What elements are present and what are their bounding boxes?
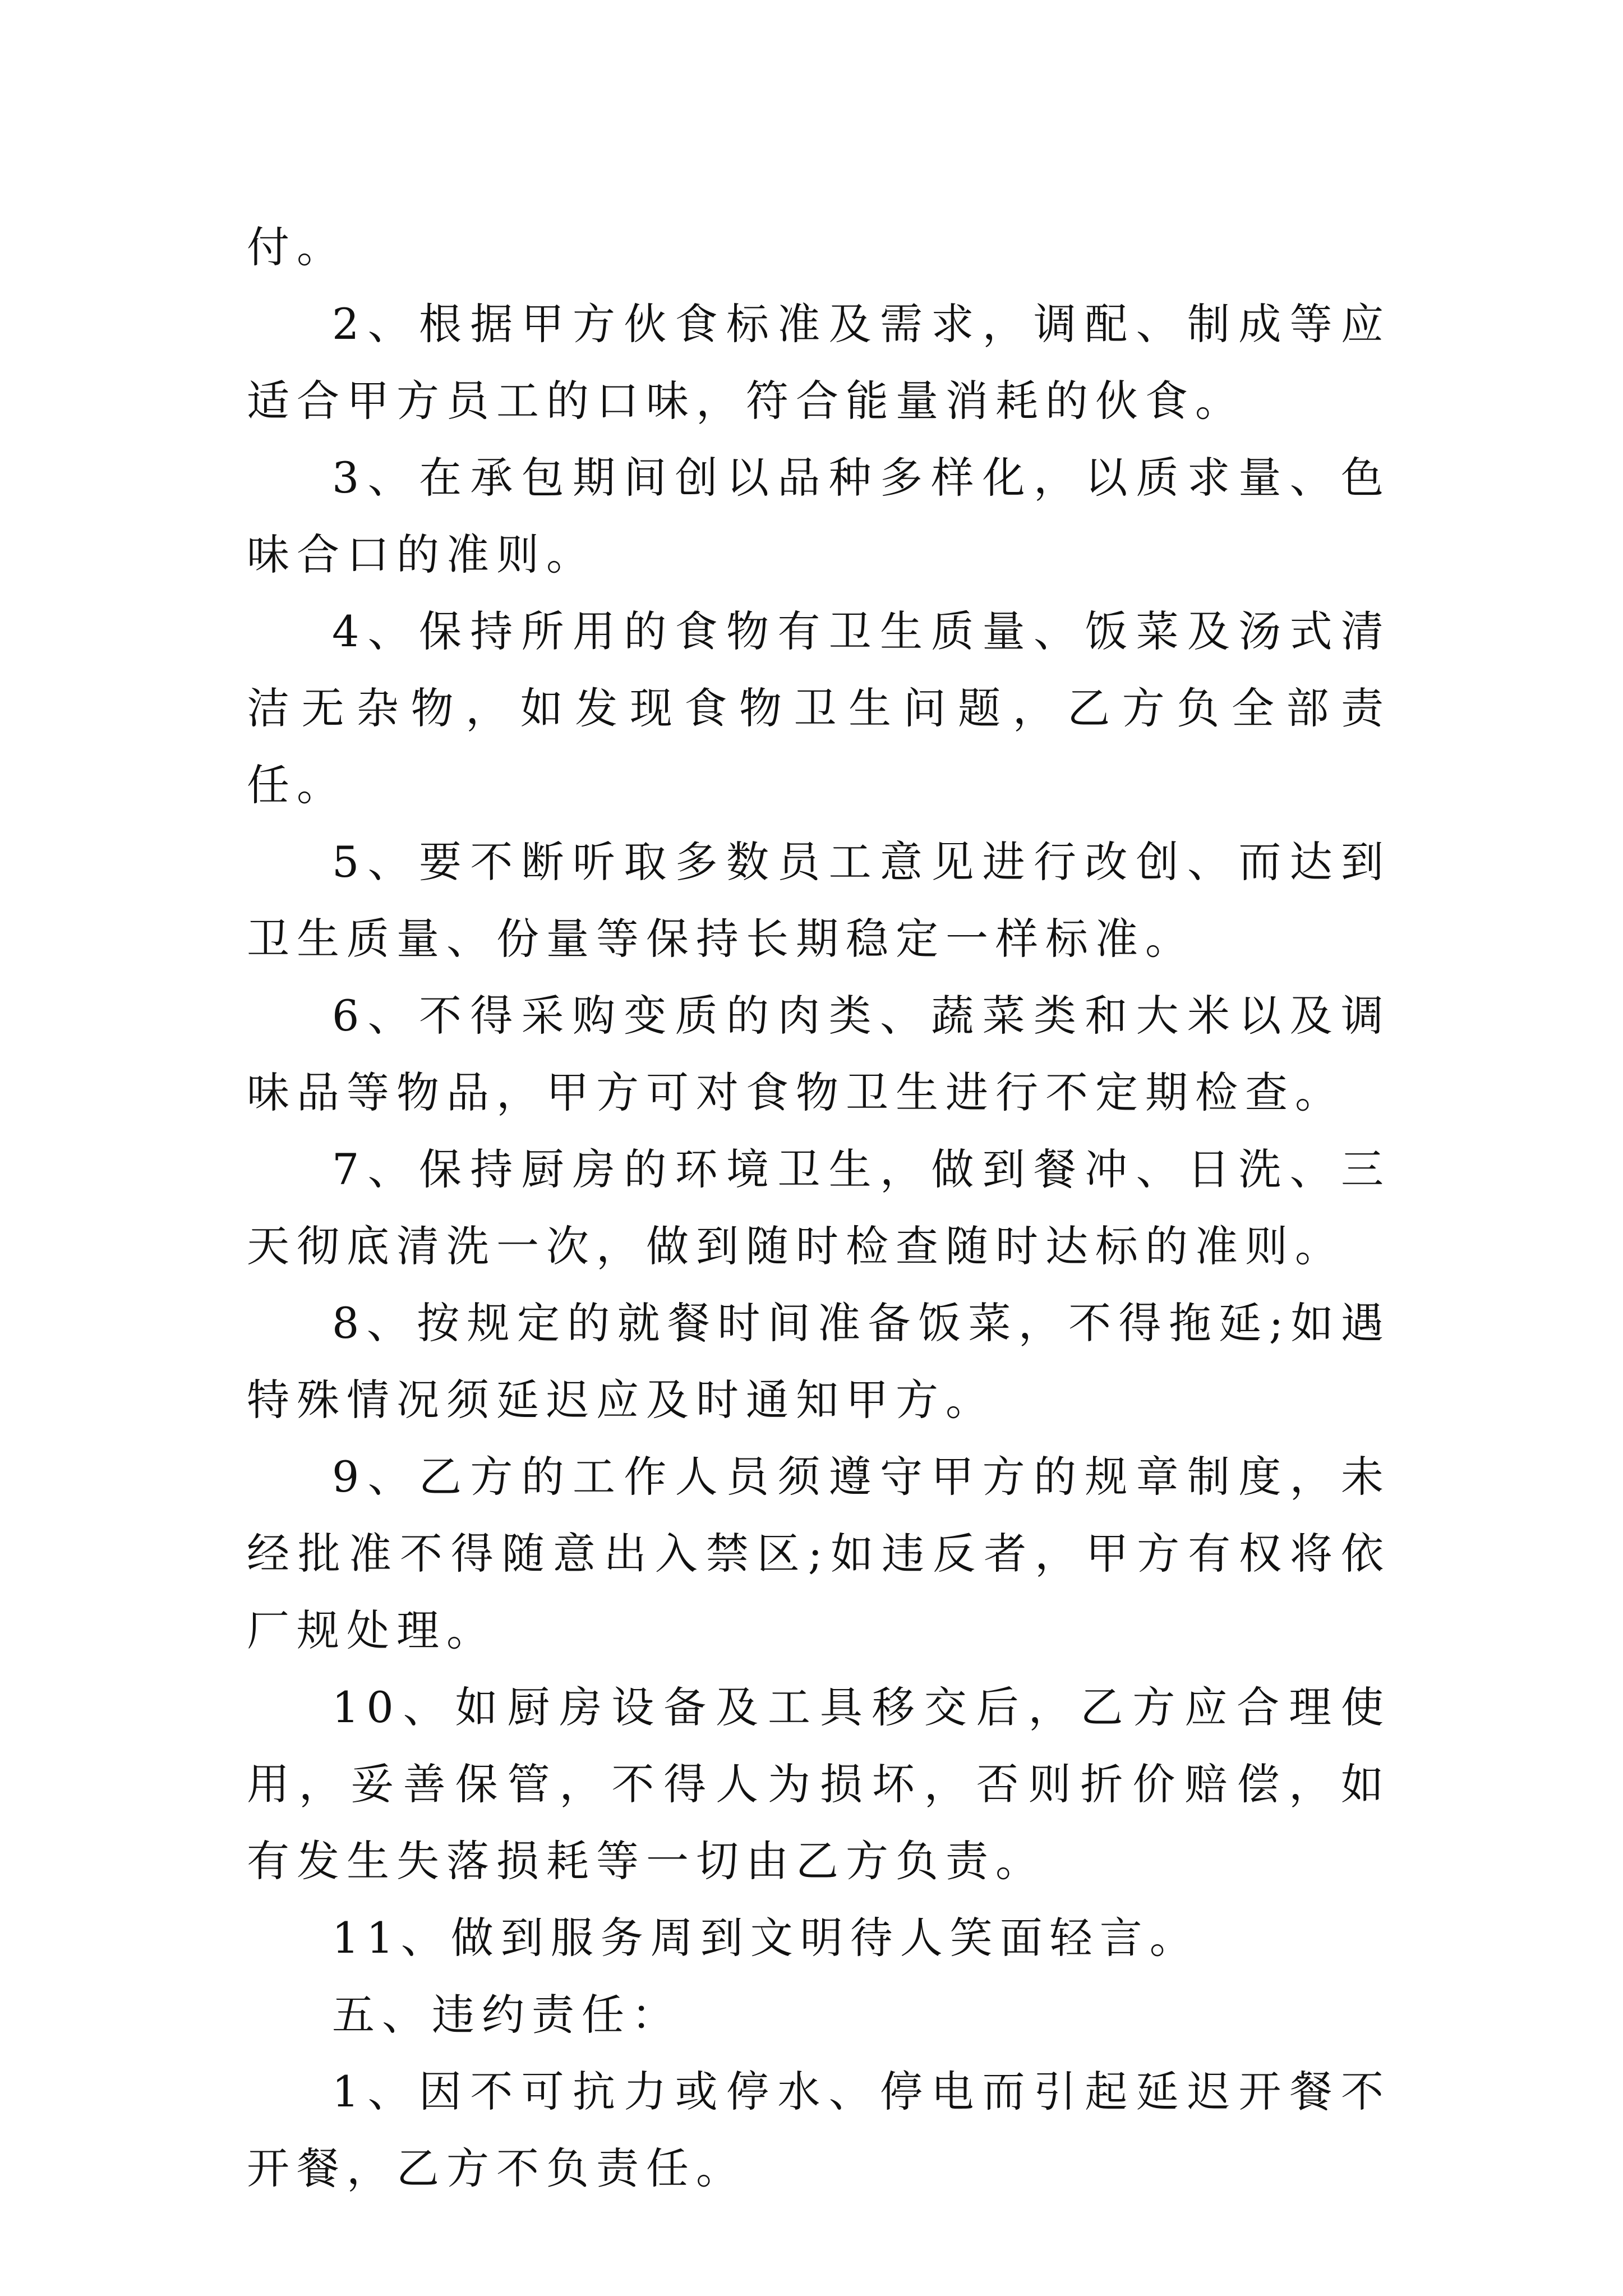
paragraph-continuation: 付。 xyxy=(247,222,347,272)
paragraph-item-5: 5、要不断听取多数员工意见进行改创、而达到卫生质量、份量等保持长期稳定一样标准。 xyxy=(247,837,1391,964)
paragraph-breach-item-1: 1、因不可抗力或停水、停电而引起延迟开餐不开餐，乙方不负责任。 xyxy=(247,2067,1391,2193)
paragraph-item-3: 3、在承包期间创以品种多样化，以质求量、色味合口的准则。 xyxy=(247,453,1391,579)
document-body xyxy=(247,209,1391,2207)
paragraph-item-4: 4、保持所用的食物有卫生质量、饭菜及汤式清洁无杂物，如发现食物卫生问题，乙方负全部责任。 xyxy=(247,606,1391,810)
paragraph-item-2: 2、根据甲方伙食标准及需求，调配、制成等应适合甲方员工的口味，符合能量消耗的伙食。 xyxy=(247,299,1391,426)
paragraph-item-9: 9、乙方的工作人员须遵守甲方的规章制度，未经批准不得随意出入禁区;如违反者，甲方有权将依厂规处理。 xyxy=(247,1452,1391,1655)
paragraph-item-10: 10、如厨房设备及工具移交后，乙方应合理使用，妥善保管，不得人为损坏，否则折价赔偿，如有发生失落损耗等一切由乙方负责。 xyxy=(247,1682,1391,1886)
paragraph-item-11: 11、做到服务周到文明待人笑面轻言。 xyxy=(332,1913,1200,1963)
paragraph-item-6: 6、不得采购变质的肉类、蔬菜类和大米以及调味品等物品，甲方可对食物卫生进行不定期检查。 xyxy=(247,991,1391,1117)
paragraph-item-7: 7、保持厨房的环境卫生，做到餐冲、日洗、三天彻底清洗一次，做到随时检查随时达标的准则。 xyxy=(247,1144,1391,1271)
section-heading-breach-liability: 五、违约责任： xyxy=(332,1990,681,2040)
paragraph-item-8: 8、按规定的就餐时间准备饭菜，不得拖延;如遇特殊情况须延迟应及时通知甲方。 xyxy=(247,1298,1391,1425)
